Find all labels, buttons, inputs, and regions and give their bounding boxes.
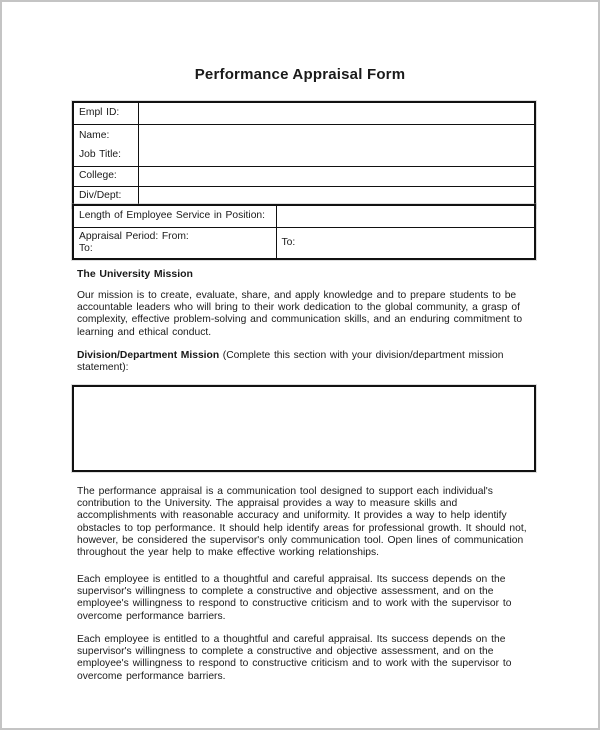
empl-id-field[interactable]	[138, 102, 535, 125]
appraisal-period-to-field[interactable]	[276, 228, 535, 260]
appraisal-period-from-label: Appraisal Period: From:	[79, 230, 189, 242]
university-mission-heading: The University Mission	[77, 268, 193, 280]
length-of-service-label: Length of Employee Service in Position:	[73, 205, 276, 228]
name-label: Name:	[79, 130, 110, 141]
table-row	[73, 102, 535, 125]
service-period-table	[72, 204, 536, 260]
university-mission-paragraph: Our mission is to create, evaluate, share, and apply knowledge and to prepare students to be accountable leaders who will bring to their work dedication to the global community, a grasp of complexity, effective problem-solving and communication skills, and an enduring commitment to learning and ethical conduct.	[77, 290, 523, 338]
table-row	[73, 228, 535, 260]
employee-entitlement-paragraph-1: Each employee is entitled to a thoughtful and careful appraisal. Its success depends on the supervisor's willingness to complete a constructive and objective assessment, and on the employee's willingness to respond to constructive criticism and to work with the supervisor to overcome performance barriers.	[77, 574, 512, 622]
name-jobtitle-field[interactable]	[138, 125, 535, 167]
empl-id-label: Empl ID:	[73, 102, 138, 125]
appraisal-period-label-cell	[73, 228, 276, 260]
division-mission-heading: Division/Department Mission	[77, 350, 220, 361]
appraisal-purpose-paragraph: The performance appraisal is a communication tool designed to support each individual's contribution to the University. The appraisal provides a way to measure skills and accomplishments with reasonable accuracy and uniformity. It provides a way to help identify obstacles to top performance. It should help identify areas for professional growth. It should not, however, be considered the supervisor's only communication tool. Open lines of communication throughout the year help to make effective working relationships.	[77, 486, 527, 559]
table-row	[73, 167, 535, 187]
table-row	[73, 205, 535, 228]
college-label: College:	[73, 167, 138, 187]
appraisal-period-to-label: To:	[79, 243, 93, 254]
form-title: Performance Appraisal Form	[194, 66, 406, 83]
division-mission-heading-line	[77, 350, 539, 374]
name-jobtitle-label-cell	[73, 125, 138, 167]
div-dept-label: Div/Dept:	[73, 187, 138, 208]
division-mission-instruction: (Complete this section with your division/department mission statement):	[77, 350, 504, 374]
to-label: To:	[281, 236, 296, 248]
table-row	[73, 125, 535, 167]
employee-entitlement-paragraph-2: Each employee is entitled to a thoughtful and careful appraisal. Its success depends on the supervisor's willingness to complete a constructive and objective assessment, and on the employee's willingness to respond to constructive criticism and to work with the supervisor to overcome performance barriers.	[77, 634, 512, 682]
length-of-service-field[interactable]	[276, 205, 535, 228]
college-field[interactable]	[138, 167, 535, 187]
division-mission-textbox[interactable]	[72, 385, 536, 472]
employee-info-table	[72, 101, 536, 208]
job-title-label: Job Title:	[79, 148, 122, 160]
